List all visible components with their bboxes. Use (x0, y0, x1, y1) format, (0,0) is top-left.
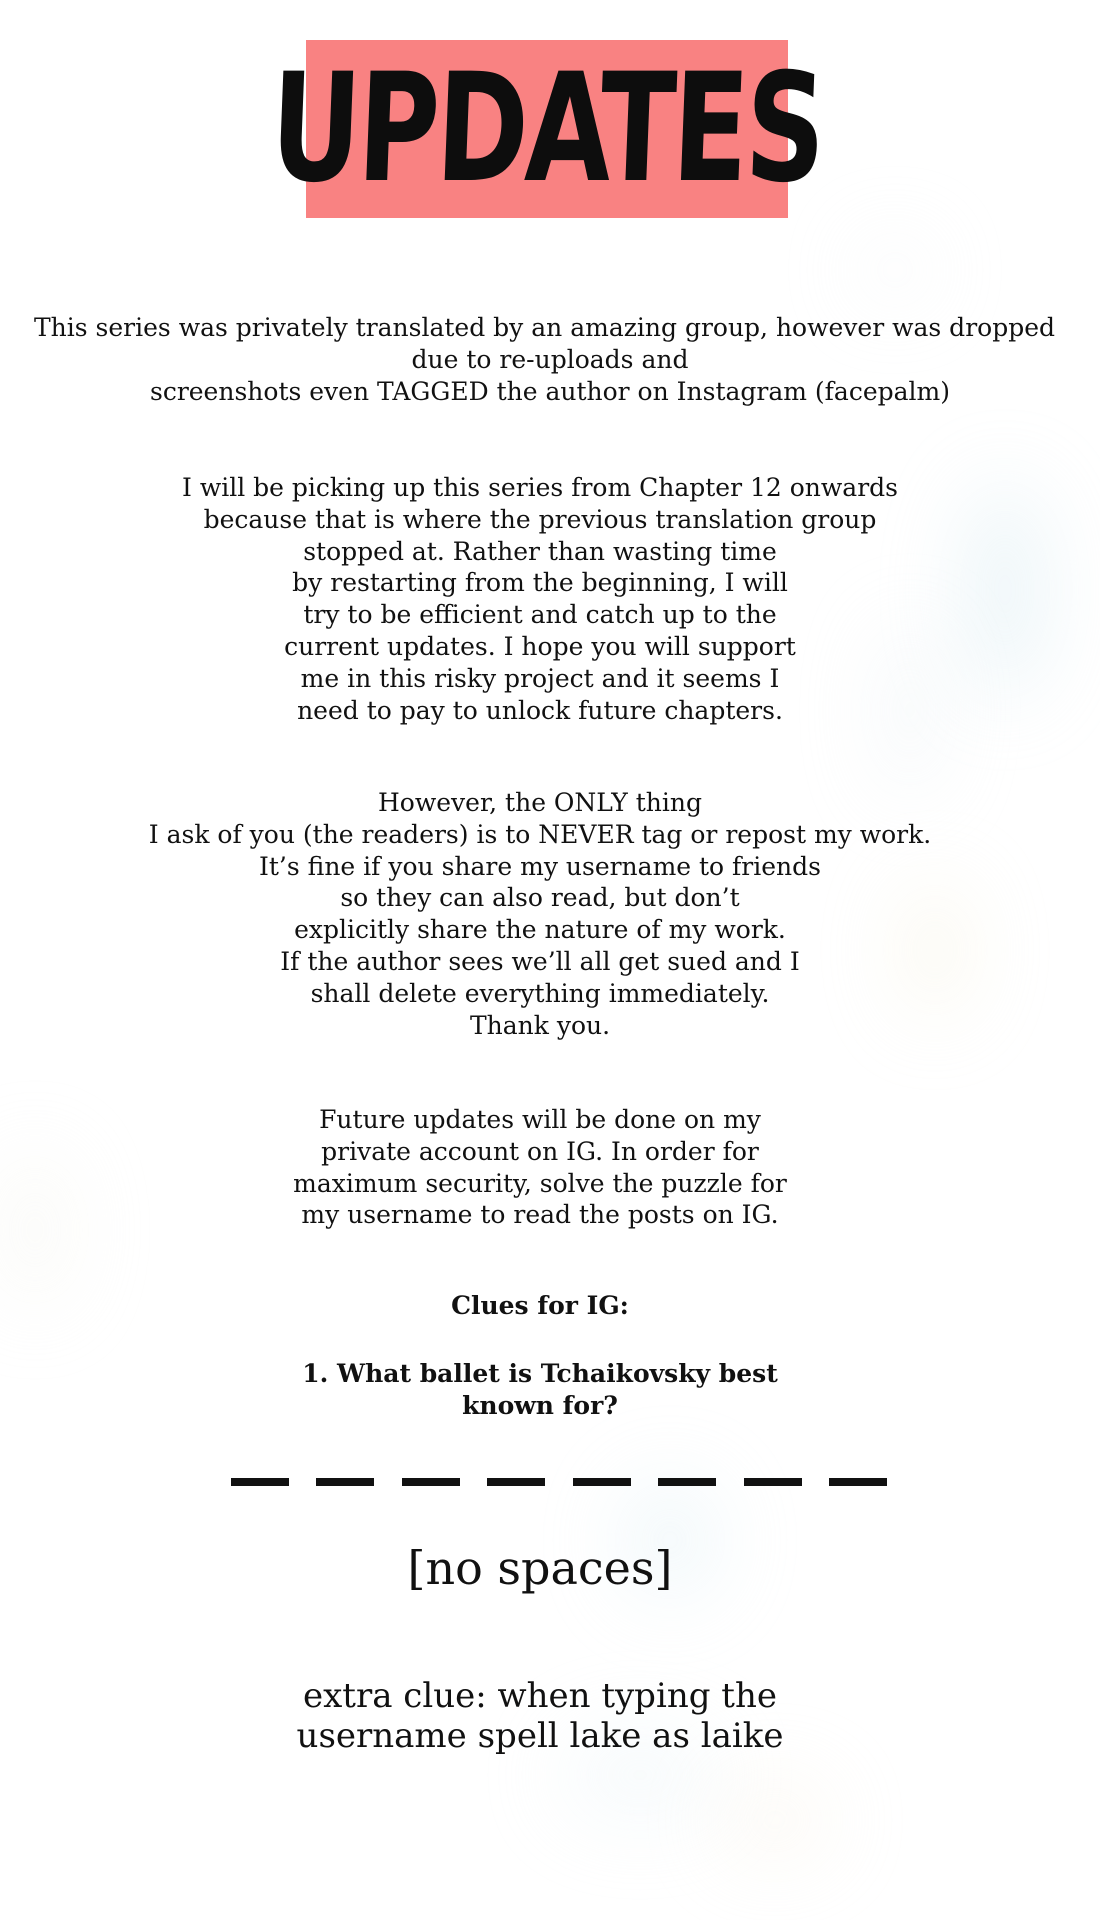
clue-question (0, 1358, 1080, 1422)
plan-paragraph (0, 472, 1080, 726)
extra-clue-line: extra clue: when typing the (303, 1676, 777, 1716)
answer-blank (487, 1478, 545, 1486)
plan-line: current updates. I hope you will support (284, 631, 796, 661)
clue-question-line: 1. What ballet is Tchaikovsky best (302, 1359, 778, 1388)
future-line: Future updates will be done on my (319, 1105, 761, 1134)
future-line: private account on IG. In order for (321, 1136, 759, 1166)
answer-blank (744, 1478, 802, 1486)
request-line: so they can also read, but don’t (340, 883, 740, 913)
intro-paragraph (20, 312, 1100, 407)
request-line: However, the ONLY thing (377, 788, 703, 817)
request-line: I ask of you (the readers) is to NEVER tag or repost my work. (148, 819, 932, 849)
plan-line: because that is where the previous translation group (203, 504, 877, 534)
answer-blank (829, 1478, 887, 1486)
plan-line: try to be efficient and catch up to the (303, 600, 777, 630)
request-paragraph (0, 787, 1080, 1041)
clues-heading: Clues for IG: (451, 1291, 629, 1320)
clue-question-line: known for? (462, 1391, 618, 1420)
future-line: maximum security, solve the puzzle for (293, 1168, 787, 1198)
no-spaces-note: [no spaces] (407, 1541, 673, 1595)
request-line: Thank you. (469, 1010, 611, 1040)
plan-line: need to pay to unlock future chapters. (297, 695, 783, 725)
answer-blank (316, 1478, 374, 1486)
intro-line: due to re-uploads and (411, 344, 689, 374)
plan-line: I will be picking up this series from Chapter 12 onwards (182, 473, 898, 502)
plan-line: me in this risky project and it seems I (300, 663, 780, 693)
answer-blank (573, 1478, 631, 1486)
plan-line: stopped at. Rather than wasting time (303, 536, 777, 566)
intro-line: screenshots even TAGGED the author on Instagram (facepalm) (149, 376, 950, 406)
future-paragraph (0, 1104, 1080, 1231)
answer-blanks (231, 1478, 887, 1486)
request-line: If the author sees we’ll all get sued and I (280, 946, 800, 976)
future-line: my username to read the posts on IG. (301, 1200, 779, 1230)
request-line: explicitly share the nature of my work. (294, 915, 786, 945)
intro-line: This series was privately translated by an amazing group, however was dropped (34, 313, 1055, 342)
watercolor-wash (720, 1780, 830, 1860)
answer-blank (231, 1478, 289, 1486)
extra-clue (0, 1676, 1080, 1756)
plan-line: by restarting from the beginning, I will (292, 568, 788, 598)
request-line: shall delete everything immediately. (310, 978, 770, 1008)
extra-clue-line: username spell lake as laike (296, 1716, 784, 1756)
answer-blank (402, 1478, 460, 1486)
request-line: It’s fine if you share my username to friends (259, 851, 821, 881)
page-title: UPDATES (267, 42, 827, 216)
watercolor-wash (860, 240, 930, 300)
title-banner (267, 40, 827, 218)
answer-blank (658, 1478, 716, 1486)
